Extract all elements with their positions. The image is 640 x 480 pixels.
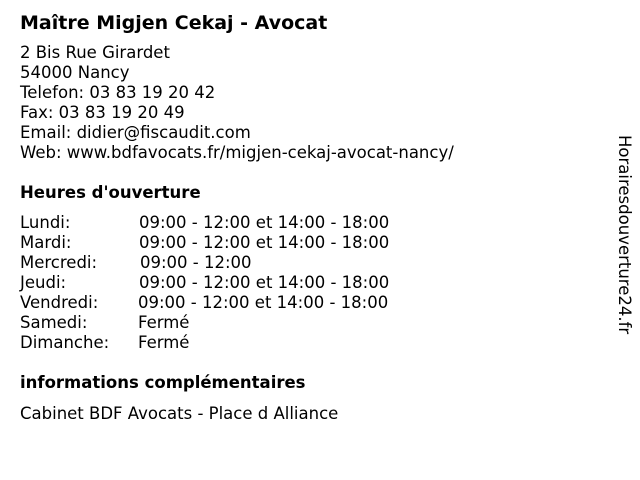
website-url: Web: www.bdfavocats.fr/migjen-cekaj-avocat-nancy/ [20,143,454,162]
phone-number: Telefon: 03 83 19 20 42 [20,83,216,102]
info-heading: informations complémentaires [20,373,306,392]
contact-block [20,43,454,163]
time-value: 09:00 - 12:00 et 14:00 - 18:00 [139,273,390,292]
day-label: Mardi: [20,233,72,252]
email-address: Email: didier@fiscaudit.com [20,123,251,142]
day-label: Dimanche: [20,333,110,352]
time-value: 09:00 - 12:00 et 14:00 - 18:00 [139,213,390,232]
time-value: 09:00 - 12:00 et 14:00 - 18:00 [138,293,389,312]
day-label: Samedi: [20,313,88,332]
day-label: Lundi: [20,213,71,232]
page-title: Maître Migjen Cekaj - Avocat [20,12,328,34]
hours-heading: Heures d'ouverture [20,183,201,202]
address-city: 54000 Nancy [20,63,130,82]
info-text: Cabinet BDF Avocats - Place d Alliance [20,404,339,423]
day-label: Jeudi: [20,273,67,292]
fax-number: Fax: 03 83 19 20 49 [20,103,185,122]
day-label: Mercredi: [20,253,98,272]
address-street: 2 Bis Rue Girardet [20,43,170,62]
time-value: 09:00 - 12:00 [140,253,252,272]
time-value: 09:00 - 12:00 et 14:00 - 18:00 [139,233,390,252]
time-value: Fermé [138,313,190,332]
day-label: Vendredi: [20,293,99,312]
time-value: Fermé [138,333,190,352]
site-watermark: Horairesdouverture24.fr [615,135,634,335]
